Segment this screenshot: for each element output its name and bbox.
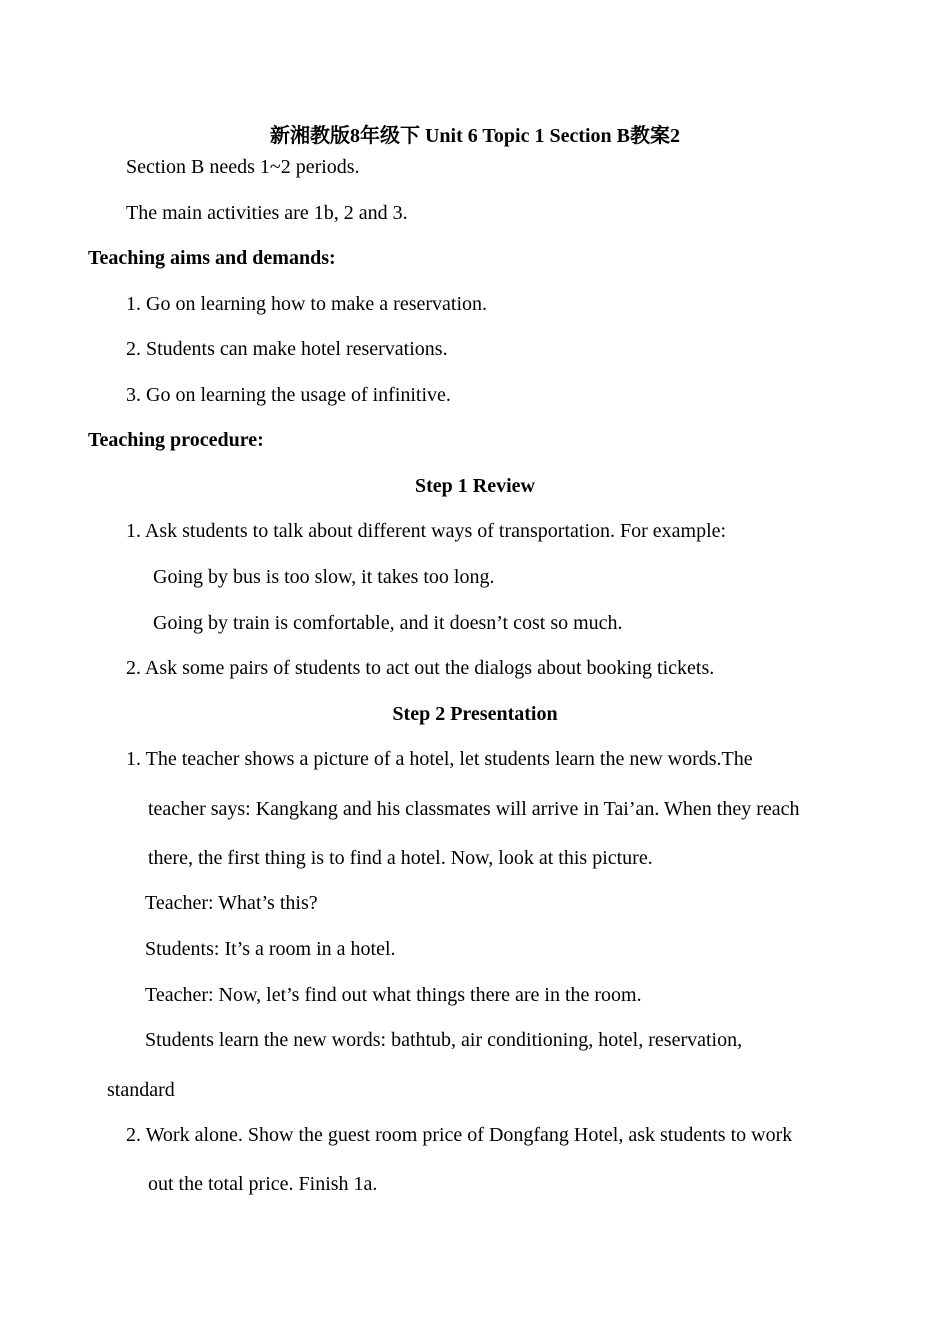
aims-heading: Teaching aims and demands: [88, 247, 336, 269]
intro-periods: Section B needs 1~2 periods. [126, 156, 360, 178]
aim-item: 2. Students can make hotel reservations. [126, 338, 448, 360]
new-words-line-1: Students learn the new words: bathtub, air conditioning, hotel, reservation, [145, 1029, 743, 1051]
step2-item-2-line-2: out the total price. Finish 1a. [148, 1173, 378, 1195]
intro-activities: The main activities are 1b, 2 and 3. [126, 202, 408, 224]
document-title: 新湘教版8年级下 Unit 6 Topic 1 Section B教案2 [269, 125, 681, 147]
step2-item-1-line-1: 1. The teacher shows a picture of a hotel, let students learn the new words.The [126, 748, 753, 770]
step1-example-2: Going by train is comfortable, and it doesn’t cost so much. [153, 612, 623, 634]
step1-example-1: Going by bus is too slow, it takes too long. [153, 566, 495, 588]
aim-item: 3. Go on learning the usage of infinitive. [126, 384, 451, 406]
step2-item-1-line-3: there, the first thing is to find a hotel. Now, look at this picture. [148, 847, 653, 869]
aim-item: 1. Go on learning how to make a reservation. [126, 293, 488, 315]
dialog-line-students: Students: It’s a room in a hotel. [145, 938, 396, 960]
new-words-line-2: standard [107, 1079, 175, 1101]
dialog-line-teacher: Teacher: What’s this? [145, 892, 318, 914]
step2-heading: Step 2 Presentation [392, 703, 558, 725]
step1-item-1: 1. Ask students to talk about different ways of transportation. For example: [126, 520, 727, 542]
dialog-line-teacher: Teacher: Now, let’s find out what things there are in the room. [145, 984, 642, 1006]
step2-item-2-line-1: 2. Work alone. Show the guest room price of Dongfang Hotel, ask students to work [126, 1124, 793, 1146]
step1-heading: Step 1 Review [415, 475, 535, 497]
step1-item-2: 2. Ask some pairs of students to act out the dialogs about booking tickets. [126, 657, 715, 679]
step2-item-1-line-2: teacher says: Kangkang and his classmates will arrive in Tai’an. When they reach [148, 798, 800, 820]
procedure-heading: Teaching procedure: [88, 429, 264, 451]
